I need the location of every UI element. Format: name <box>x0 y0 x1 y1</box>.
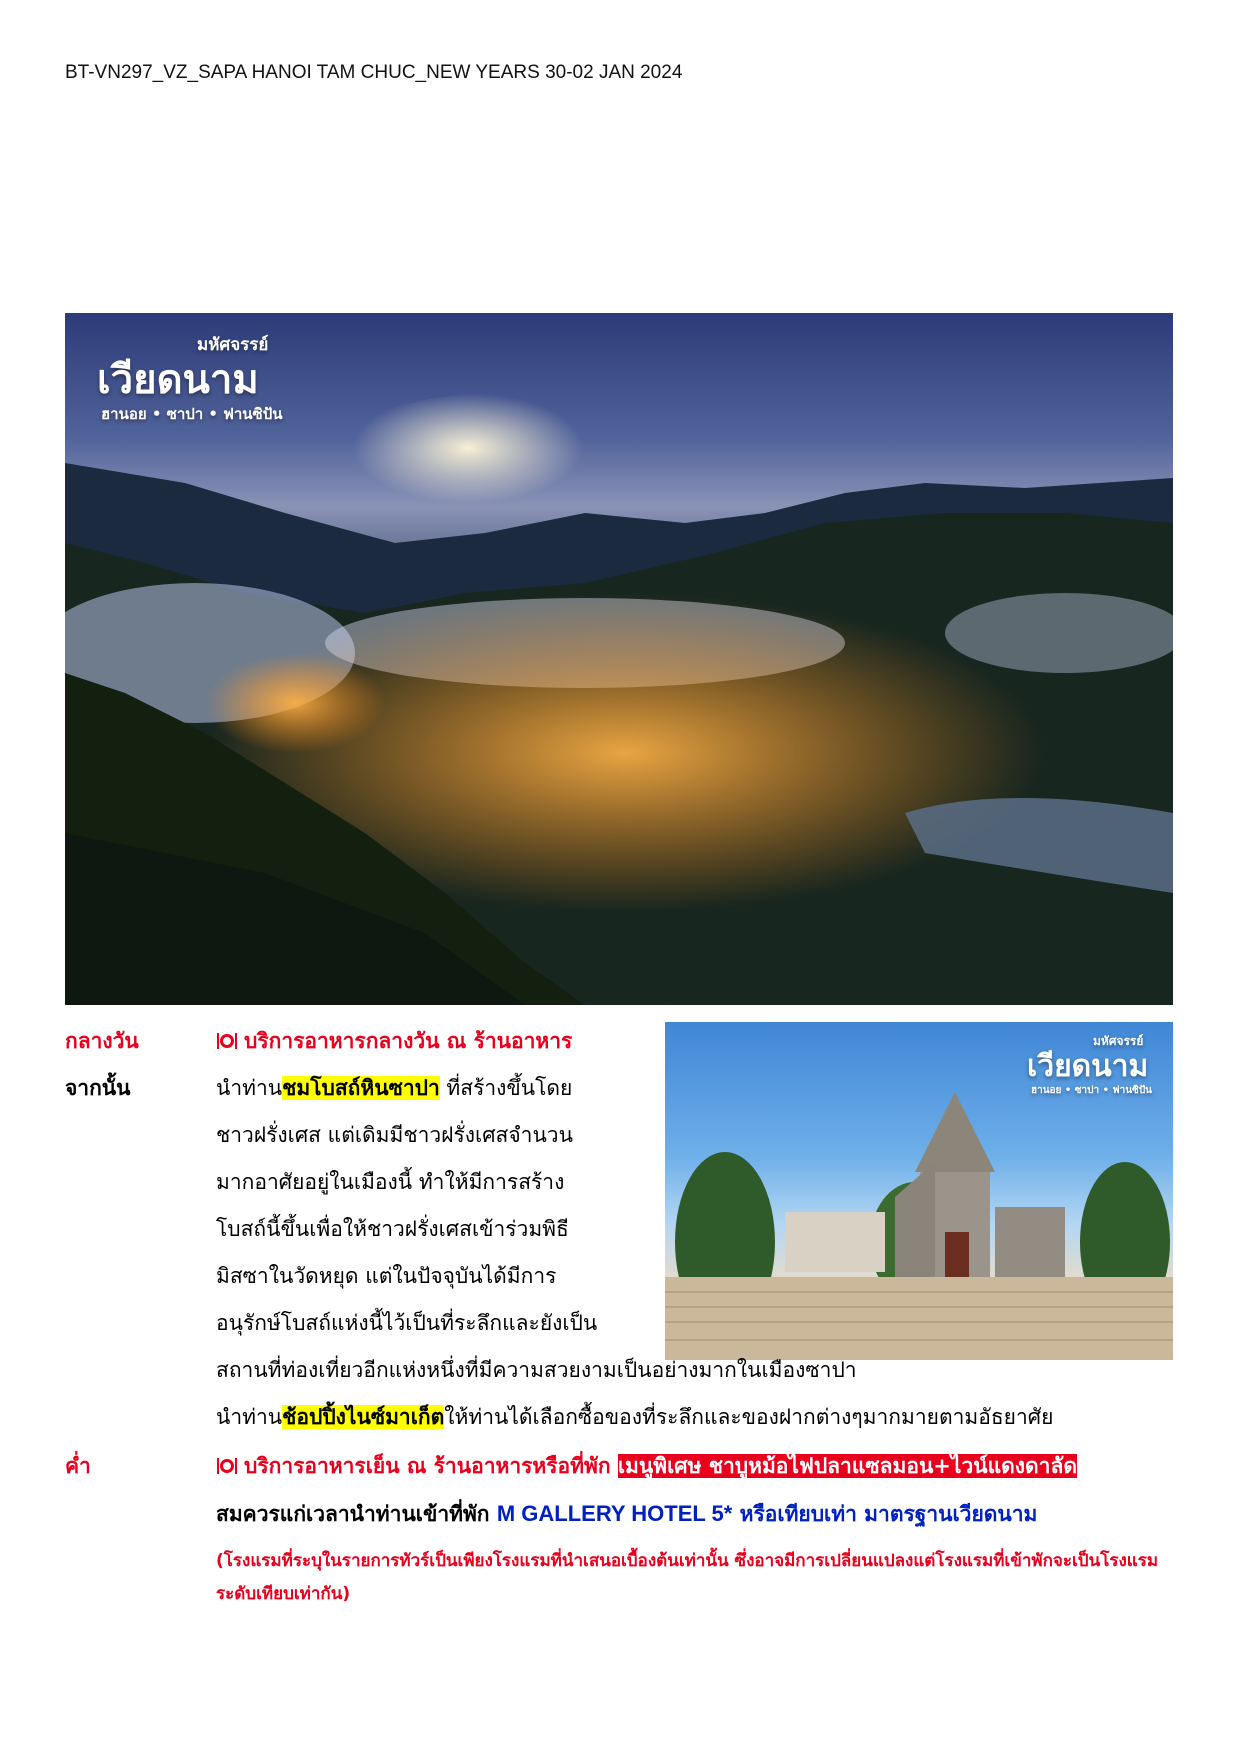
church-logo-title: เวียดนาม <box>1027 1049 1149 1084</box>
hero-logo-subtitle: ฮานอย • ซาปา • ฟานซิปัน <box>101 405 283 423</box>
hero-photo-sapa <box>65 313 1173 1005</box>
hero-logo <box>97 331 283 426</box>
time-lunch: กลางวัน <box>65 1029 139 1053</box>
church-line-6: อนุรักษ์โบสถ์แห่งนี้ไว้เป็นที่ระลึกและยังเป็น <box>216 1311 598 1335</box>
lunch-line <box>216 1025 572 1057</box>
church-logo-small: มหัศจรรย์ <box>1093 1034 1144 1048</box>
church-line-7: สถานที่ท่องเที่ยวอีกแห่งหนึ่งที่มีความสวยงามเป็นอย่างมากในเมืองซาปา <box>216 1358 857 1382</box>
shopping-line <box>216 1401 1053 1433</box>
hotel-note: (โรงแรมที่ระบุในรายการทัวร์เป็นเพียงโรงแรมที่นำเสนอเบื้องต้นเท่านั้น ซึ่งอาจมีการเปลี่ยนแปลงแต่โรงแรมที่เข้าพักจะเป็นโรงแรมระดับเทียบเท่ากัน) <box>216 1551 1159 1604</box>
church-highlight: ชมโบสถ์หินซาปา <box>282 1076 440 1100</box>
dinner-line <box>216 1450 1077 1482</box>
church-photo <box>665 1022 1173 1360</box>
church-logo-subtitle: ฮานอย • ซาปา • ฟานซิปัน <box>1031 1085 1152 1096</box>
church-line-3: มากอาศัยอยู่ในเมืองนี้ ทำให้มีการสร้าง <box>216 1170 565 1194</box>
time-then: จากนั้น <box>65 1076 131 1100</box>
lunch-text: บริการอาหารกลางวัน ณ ร้านอาหาร <box>244 1029 573 1053</box>
church-line-2: ชาวฝรั่งเศส แต่เดิมมีชาวฝรั่งเศสจำนวน <box>216 1123 573 1147</box>
plate-cutlery-icon <box>216 1030 238 1052</box>
time-dinner: ค่ำ <box>65 1454 91 1478</box>
dinner-text: บริการอาหารเย็น ณ ร้านอาหารหรือที่พัก <box>244 1454 611 1478</box>
church-line-4: โบสถ์นี้ขึ้นเพื่อให้ชาวฝรั่งเศสเข้าร่วมพิธี <box>216 1217 569 1241</box>
shopping-rest: ให้ท่านได้เลือกซื้อของที่ระลึกและของฝากต่างๆมากมายตามอัธยาศัย <box>444 1405 1054 1429</box>
hotel-suffix: หรือเทียบเท่า มาตรฐานเวียดนาม <box>739 1502 1038 1526</box>
hotel-line <box>216 1498 1037 1530</box>
hero-logo-title: เวียดนาม <box>97 357 259 403</box>
hotel-prefix: สมควรแก่เวลานำท่านเข้าที่พัก <box>216 1502 490 1526</box>
shopping-prefix: นำท่าน <box>216 1405 283 1429</box>
hotel-name: M GALLERY HOTEL 5* <box>496 1501 733 1526</box>
church-line-1-rest: ที่สร้างขึ้นโดย <box>439 1076 573 1100</box>
dinner-special-menu: เมนูพิเศษ ชาบูหม้อไฟปลาแซลมอน+ไวน์แดงดาลัด <box>617 1454 1077 1478</box>
church-line-1 <box>216 1072 572 1104</box>
church-logo <box>1027 1032 1152 1098</box>
shopping-highlight: ช้อปปิ้งไนซ์มาเก็ต <box>282 1405 445 1429</box>
document-code: BT-VN297_VZ_SAPA HANOI TAM CHUC_NEW YEARS 30-02 JAN 2024 <box>65 62 683 83</box>
church-line-5: มิสซาในวัดหยุด แต่ในปัจจุบันได้มีการ <box>216 1264 557 1288</box>
hero-logo-small: มหัศจรรย์ <box>197 335 269 355</box>
plate-cutlery-icon <box>216 1455 238 1477</box>
church-prefix: นำท่าน <box>216 1076 283 1100</box>
